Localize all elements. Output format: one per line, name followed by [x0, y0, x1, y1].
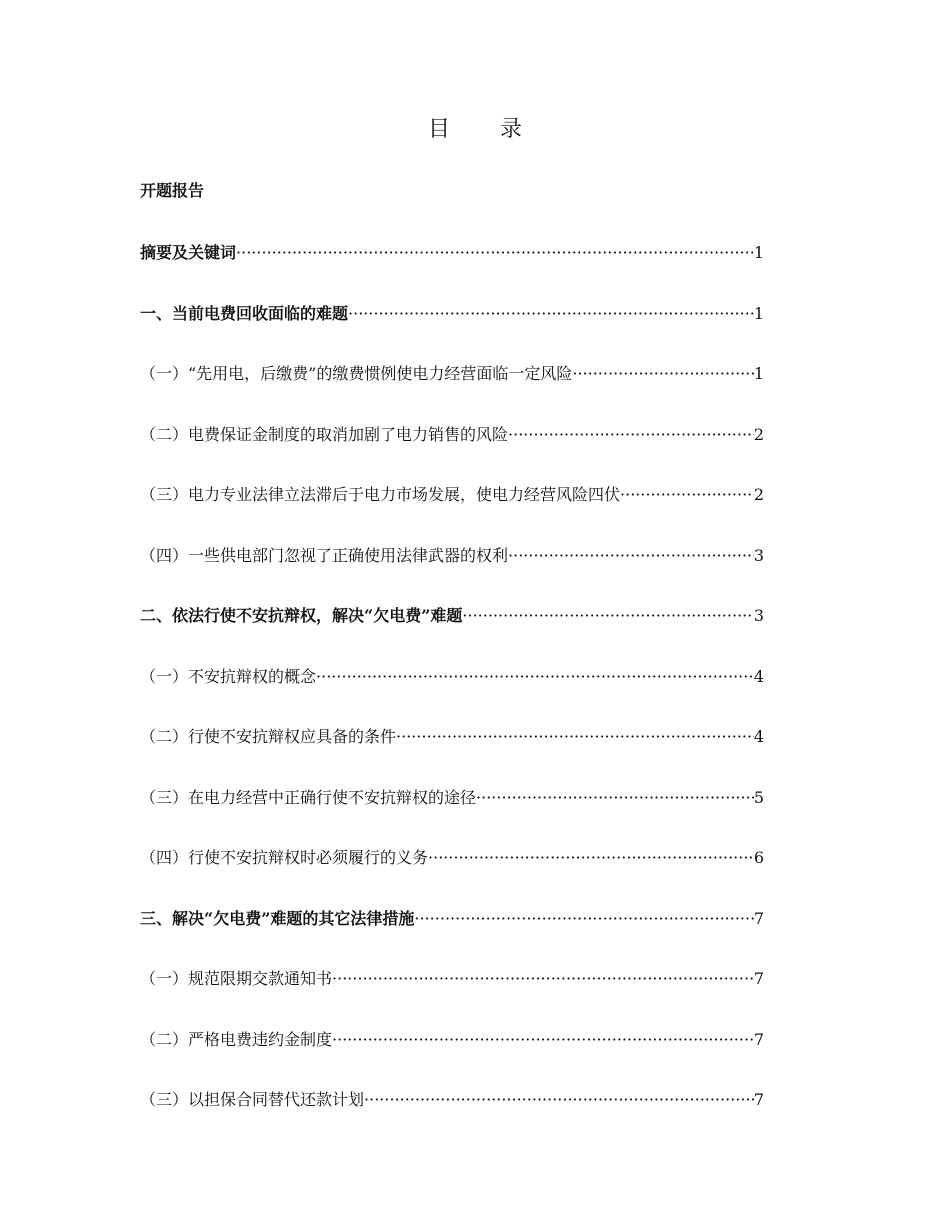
- page-title: [0, 112, 950, 143]
- toc-leader-dots: [316, 667, 754, 686]
- toc-page-number: 3: [753, 606, 764, 625]
- toc-page-number: 1: [753, 243, 764, 262]
- toc-entry[interactable]: [140, 240, 764, 301]
- toc-entry[interactable]: [140, 966, 764, 1027]
- toc-page-number: 1: [753, 303, 764, 323]
- toc-entry[interactable]: [140, 1087, 764, 1148]
- toc-leader-dots: [236, 243, 754, 262]
- toc-leader-dots: [462, 606, 753, 625]
- toc-entry-text: （二）严格电费违约金制度: [140, 1029, 333, 1049]
- toc-leader-dots: [348, 304, 754, 323]
- toc-leader-dots: [572, 364, 753, 383]
- toc-page-number: 7: [753, 1090, 764, 1109]
- table-of-contents: [140, 240, 764, 1148]
- toc-entry[interactable]: [140, 906, 764, 967]
- toc-leader-dots: [428, 848, 754, 867]
- toc-entry[interactable]: [140, 301, 764, 362]
- toc-entry-text: 二、依法行使不安抗辩权，解决“欠电费”难题: [140, 606, 463, 625]
- toc-entry-text: （一）规范限期交款通知书: [140, 969, 333, 988]
- toc-page-number: 4: [753, 727, 764, 746]
- toc-entry[interactable]: [140, 422, 764, 483]
- toc-page-number: 5: [753, 787, 764, 807]
- toc-entry-text: 三、解决“欠电费”难题的其它法律措施: [140, 908, 415, 928]
- toc-page-number: 7: [753, 1029, 764, 1049]
- toc-leader-dots: [620, 485, 754, 504]
- toc-entry-text: （四）一些供电部门忽视了正确使用法律武器的权利: [140, 545, 509, 565]
- toc-entry[interactable]: [140, 664, 764, 725]
- toc-entry-text: （一）不安抗辩权的概念: [140, 666, 317, 686]
- title-char-1: 目: [427, 117, 450, 142]
- toc-page-number: 7: [753, 908, 764, 928]
- toc-page-number: 6: [753, 848, 764, 867]
- toc-leader-dots: [476, 788, 754, 807]
- toc-leader-dots: [414, 909, 753, 928]
- toc-entry[interactable]: [140, 845, 764, 906]
- toc-entry[interactable]: [140, 361, 764, 422]
- toc-entry[interactable]: [140, 603, 764, 664]
- toc-section-header: 开题报告: [140, 181, 205, 200]
- toc-entry[interactable]: [140, 1027, 764, 1088]
- toc-page-number: 1: [753, 364, 764, 383]
- toc-leader-dots: [332, 969, 754, 988]
- toc-entry-text: （四）行使不安抗辩权时必须履行的义务: [140, 848, 429, 867]
- toc-entry-text: （三）电力专业法律立法滞后于电力市场发展，使电力经营风险四伏: [140, 485, 621, 504]
- toc-page-number: 2: [753, 485, 764, 504]
- title-char-2: 录: [500, 117, 523, 142]
- toc-leader-dots: [396, 727, 754, 746]
- toc-entry-text: （三）在电力经营中正确行使不安抗辩权的途径: [140, 787, 477, 807]
- toc-leader-dots: [332, 1030, 754, 1049]
- toc-entry[interactable]: [140, 543, 764, 604]
- toc-entry[interactable]: [140, 724, 764, 785]
- toc-page-number: 2: [753, 424, 764, 444]
- toc-entry-text: （一）“先用电，后缴费”的缴费惯例使电力经营面临一定风险: [140, 364, 573, 383]
- toc-entry-text: （三）以担保合同替代还款计划: [140, 1090, 365, 1109]
- toc-leader-dots: [364, 1090, 754, 1109]
- toc-entry-text: 摘要及关键词: [140, 243, 237, 262]
- toc-entry-text: 一、当前电费回收面临的难题: [140, 303, 349, 323]
- toc-page-number: 4: [753, 666, 764, 686]
- toc-page-number: 7: [753, 969, 764, 988]
- toc-page-number: 3: [753, 545, 764, 565]
- toc-leader-dots: [508, 425, 754, 444]
- toc-entry[interactable]: [140, 482, 764, 543]
- toc-leader-dots: [508, 546, 754, 565]
- toc-entry[interactable]: [140, 785, 764, 846]
- toc-entry-text: （二）电费保证金制度的取消加剧了电力销售的风险: [140, 424, 509, 444]
- toc-entry-text: （二）行使不安抗辩权应具备的条件: [140, 727, 397, 746]
